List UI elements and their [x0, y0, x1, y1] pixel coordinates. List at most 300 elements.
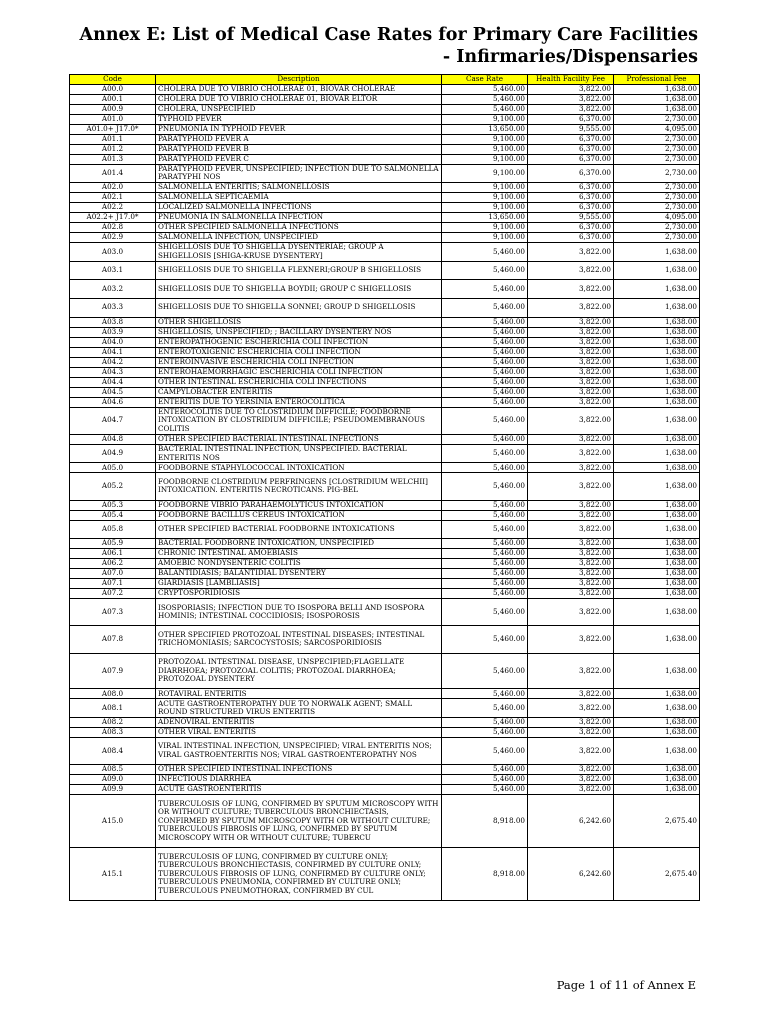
- table-row: [70, 223, 700, 233]
- cell-description: FOODBORNE VIBRIO PARAHAEMOLYTICUS INTOXICATION: [156, 500, 442, 510]
- table-row: [70, 473, 700, 500]
- cell-professional-fee: 1,638.00: [614, 280, 700, 299]
- cell-description: SALMONELLA ENTERITIS; SALMONELLOSIS: [156, 183, 442, 193]
- cell-case-rate: 5,460.00: [442, 765, 528, 775]
- cell-health-facility-fee: 3,822.00: [528, 104, 614, 114]
- table-row: [70, 164, 700, 183]
- cell-description: ENTEROCOLITIS DUE TO CLOSTRIDIUM DIFFICILE; FOODBORNE INTOXICATION BY CLOSTRIDIUM DIFFICILE; PSEUDOMEMBRANOUS COLITIS: [156, 407, 442, 434]
- cell-professional-fee: 2,730.00: [614, 233, 700, 243]
- cell-health-facility-fee: 3,822.00: [528, 337, 614, 347]
- cell-description: SHIGELLOSIS DUE TO SHIGELLA FLEXNERI;GROUP B SHIGELLOSIS: [156, 261, 442, 280]
- cell-case-rate: 13,650.00: [442, 213, 528, 223]
- cell-case-rate: 5,460.00: [442, 717, 528, 727]
- cell-professional-fee: 1,638.00: [614, 717, 700, 727]
- cell-code: A06.2: [70, 559, 156, 569]
- cell-professional-fee: 1,638.00: [614, 397, 700, 407]
- cell-code: A07.8: [70, 626, 156, 653]
- cell-code: A07.9: [70, 653, 156, 689]
- cell-professional-fee: 1,638.00: [614, 463, 700, 473]
- cell-health-facility-fee: 3,822.00: [528, 775, 614, 785]
- cell-professional-fee: 2,730.00: [614, 164, 700, 183]
- cell-health-facility-fee: 3,822.00: [528, 397, 614, 407]
- cell-description: CRYPTOSPORIDIOSIS: [156, 589, 442, 599]
- cell-case-rate: 5,460.00: [442, 463, 528, 473]
- cell-description: SHIGELLOSIS DUE TO SHIGELLA SONNEI; GROUP D SHIGELLOSIS: [156, 298, 442, 317]
- cell-professional-fee: 1,638.00: [614, 407, 700, 434]
- cell-code: A15.0: [70, 795, 156, 848]
- cell-health-facility-fee: 3,822.00: [528, 765, 614, 775]
- cell-description: BACTERIAL FOODBORNE INTOXICATION, UNSPECIFIED: [156, 539, 442, 549]
- cell-description: PARATYPHOID FEVER B: [156, 144, 442, 154]
- cell-professional-fee: 1,638.00: [614, 473, 700, 500]
- table-row: [70, 549, 700, 559]
- cell-health-facility-fee: 3,822.00: [528, 84, 614, 94]
- cell-professional-fee: 1,638.00: [614, 377, 700, 387]
- table-row: [70, 434, 700, 444]
- cell-description: OTHER SPECIFIED INTESTINAL INFECTIONS: [156, 765, 442, 775]
- case-rates-table: [69, 74, 700, 901]
- table-row: [70, 298, 700, 317]
- cell-description: PROTOZOAL INTESTINAL DISEASE, UNSPECIFIED;FLAGELLATE DIARRHOEA; PROTOZOAL COLITIS; PROTOZOAL DIARRHOEA; PROTOZOAL DYSENTERY: [156, 653, 442, 689]
- header-health-facility-fee: Health Facility Fee: [528, 75, 614, 85]
- cell-professional-fee: 2,730.00: [614, 223, 700, 233]
- table-row: [70, 444, 700, 463]
- cell-case-rate: 5,460.00: [442, 94, 528, 104]
- cell-code: A04.1: [70, 347, 156, 357]
- cell-professional-fee: 1,638.00: [614, 261, 700, 280]
- cell-health-facility-fee: 6,370.00: [528, 183, 614, 193]
- cell-health-facility-fee: 3,822.00: [528, 579, 614, 589]
- cell-description: ENTEROHAEMORRHAGIC ESCHERICHIA COLI INFECTION: [156, 367, 442, 377]
- cell-code: A03.2: [70, 280, 156, 299]
- table-row: [70, 689, 700, 699]
- cell-code: A07.3: [70, 599, 156, 626]
- cell-case-rate: 5,460.00: [442, 104, 528, 114]
- cell-code: A03.9: [70, 327, 156, 337]
- cell-professional-fee: 2,730.00: [614, 144, 700, 154]
- cell-code: A04.8: [70, 434, 156, 444]
- cell-professional-fee: 1,638.00: [614, 539, 700, 549]
- table-row: [70, 317, 700, 327]
- cell-case-rate: 9,100.00: [442, 223, 528, 233]
- cell-professional-fee: 1,638.00: [614, 785, 700, 795]
- cell-case-rate: 5,460.00: [442, 599, 528, 626]
- cell-case-rate: 5,460.00: [442, 500, 528, 510]
- cell-health-facility-fee: 3,822.00: [528, 444, 614, 463]
- table-row: [70, 599, 700, 626]
- cell-case-rate: 9,100.00: [442, 164, 528, 183]
- cell-professional-fee: 1,638.00: [614, 599, 700, 626]
- cell-health-facility-fee: 6,370.00: [528, 144, 614, 154]
- cell-case-rate: 9,100.00: [442, 134, 528, 144]
- cell-code: A03.0: [70, 243, 156, 262]
- cell-description: OTHER SPECIFIED PROTOZOAL INTESTINAL DISEASES; INTESTINAL TRICHOMONIASIS; SARCOCYSTOSIS; SARCOSPORIDIOSIS: [156, 626, 442, 653]
- table-row: [70, 233, 700, 243]
- cell-health-facility-fee: 3,822.00: [528, 327, 614, 337]
- cell-case-rate: 9,100.00: [442, 203, 528, 213]
- cell-description: CHOLERA DUE TO VIBRIO CHOLERAE 01, BIOVAR CHOLERAE: [156, 84, 442, 94]
- cell-professional-fee: 1,638.00: [614, 387, 700, 397]
- cell-health-facility-fee: 3,822.00: [528, 463, 614, 473]
- cell-description: LOCALIZED SALMONELLA INFECTIONS: [156, 203, 442, 213]
- cell-code: A04.5: [70, 387, 156, 397]
- cell-professional-fee: 1,638.00: [614, 520, 700, 539]
- table-row: [70, 727, 700, 737]
- cell-code: A01.3: [70, 154, 156, 164]
- cell-case-rate: 5,460.00: [442, 407, 528, 434]
- table-row: [70, 134, 700, 144]
- header-description: Description: [156, 75, 442, 85]
- cell-case-rate: 5,460.00: [442, 699, 528, 718]
- cell-professional-fee: 2,730.00: [614, 193, 700, 203]
- cell-description: ACUTE GASTROENTERITIS: [156, 785, 442, 795]
- cell-health-facility-fee: 3,822.00: [528, 785, 614, 795]
- cell-professional-fee: 2,730.00: [614, 154, 700, 164]
- cell-health-facility-fee: 6,242.60: [528, 848, 614, 901]
- cell-code: A02.2: [70, 203, 156, 213]
- table-row: [70, 193, 700, 203]
- cell-professional-fee: 1,638.00: [614, 367, 700, 377]
- cell-case-rate: 5,460.00: [442, 775, 528, 785]
- cell-case-rate: 5,460.00: [442, 626, 528, 653]
- cell-professional-fee: 2,675.40: [614, 795, 700, 848]
- cell-code: A08.0: [70, 689, 156, 699]
- cell-case-rate: 5,460.00: [442, 579, 528, 589]
- cell-health-facility-fee: 3,822.00: [528, 717, 614, 727]
- cell-code: A04.9: [70, 444, 156, 463]
- cell-health-facility-fee: 3,822.00: [528, 261, 614, 280]
- cell-code: A04.2: [70, 357, 156, 367]
- cell-professional-fee: 1,638.00: [614, 298, 700, 317]
- cell-professional-fee: 1,638.00: [614, 104, 700, 114]
- cell-health-facility-fee: 3,822.00: [528, 727, 614, 737]
- cell-code: A05.8: [70, 520, 156, 539]
- cell-code: A05.3: [70, 500, 156, 510]
- cell-case-rate: 5,460.00: [442, 84, 528, 94]
- cell-code: A00.9: [70, 104, 156, 114]
- cell-professional-fee: 1,638.00: [614, 317, 700, 327]
- cell-description: PNEUMONIA IN TYPHOID FEVER: [156, 124, 442, 134]
- cell-case-rate: 9,100.00: [442, 114, 528, 124]
- cell-case-rate: 5,460.00: [442, 377, 528, 387]
- cell-case-rate: 5,460.00: [442, 727, 528, 737]
- cell-case-rate: 5,460.00: [442, 280, 528, 299]
- cell-health-facility-fee: 3,822.00: [528, 539, 614, 549]
- cell-case-rate: 5,460.00: [442, 653, 528, 689]
- cell-professional-fee: 1,638.00: [614, 500, 700, 510]
- cell-code: A02.1: [70, 193, 156, 203]
- cell-professional-fee: 1,638.00: [614, 327, 700, 337]
- cell-code: A07.2: [70, 589, 156, 599]
- cell-code: A04.3: [70, 367, 156, 377]
- table-row: [70, 124, 700, 134]
- table-body: [70, 84, 700, 900]
- cell-health-facility-fee: 6,370.00: [528, 203, 614, 213]
- table-row: [70, 848, 700, 901]
- cell-code: A02.2+ J17.0*: [70, 213, 156, 223]
- table-row: [70, 203, 700, 213]
- cell-health-facility-fee: 3,822.00: [528, 387, 614, 397]
- table-row: [70, 737, 700, 764]
- cell-case-rate: 5,460.00: [442, 337, 528, 347]
- table-row: [70, 626, 700, 653]
- table-row: [70, 357, 700, 367]
- cell-professional-fee: 1,638.00: [614, 699, 700, 718]
- cell-code: A01.4: [70, 164, 156, 183]
- cell-professional-fee: 1,638.00: [614, 689, 700, 699]
- cell-health-facility-fee: 3,822.00: [528, 347, 614, 357]
- cell-case-rate: 5,460.00: [442, 357, 528, 367]
- cell-code: A08.4: [70, 737, 156, 764]
- cell-code: A02.8: [70, 223, 156, 233]
- cell-health-facility-fee: 3,822.00: [528, 510, 614, 520]
- cell-description: FOODBORNE BACILLUS CEREUS INTOXICATION: [156, 510, 442, 520]
- cell-description: VIRAL INTESTINAL INFECTION, UNSPECIFIED; VIRAL ENTERITIS NOS; VIRAL GASTROENTERITIS NOS; VIRAL GASTROENTEROPATHY NOS: [156, 737, 442, 764]
- cell-code: A00.1: [70, 94, 156, 104]
- cell-health-facility-fee: 6,370.00: [528, 154, 614, 164]
- cell-code: A05.9: [70, 539, 156, 549]
- cell-health-facility-fee: 3,822.00: [528, 298, 614, 317]
- cell-health-facility-fee: 3,822.00: [528, 357, 614, 367]
- cell-case-rate: 5,460.00: [442, 434, 528, 444]
- cell-professional-fee: 1,638.00: [614, 347, 700, 357]
- table-row: [70, 775, 700, 785]
- table-row: [70, 280, 700, 299]
- cell-description: PARATYPHOID FEVER, UNSPECIFIED; INFECTION DUE TO SALMONELLA PARATYPHI NOS: [156, 164, 442, 183]
- table-row: [70, 347, 700, 357]
- cell-professional-fee: 1,638.00: [614, 84, 700, 94]
- table-header-row: [70, 75, 700, 85]
- cell-health-facility-fee: 3,822.00: [528, 500, 614, 510]
- cell-description: OTHER VIRAL ENTERITIS: [156, 727, 442, 737]
- cell-code: A02.0: [70, 183, 156, 193]
- cell-code: A04.4: [70, 377, 156, 387]
- cell-code: A09.0: [70, 775, 156, 785]
- cell-code: A04.7: [70, 407, 156, 434]
- cell-health-facility-fee: 3,822.00: [528, 243, 614, 262]
- cell-case-rate: 5,460.00: [442, 397, 528, 407]
- cell-code: A01.2: [70, 144, 156, 154]
- cell-description: SHIGELLOSIS DUE TO SHIGELLA DYSENTERIAE; GROUP A SHIGELLOSIS [SHIGA-KRUSE DYSENTERY]: [156, 243, 442, 262]
- cell-professional-fee: 1,638.00: [614, 569, 700, 579]
- table-row: [70, 589, 700, 599]
- table-row: [70, 510, 700, 520]
- cell-code: A08.3: [70, 727, 156, 737]
- cell-health-facility-fee: 3,822.00: [528, 367, 614, 377]
- cell-professional-fee: 4,095.00: [614, 124, 700, 134]
- cell-case-rate: 5,460.00: [442, 559, 528, 569]
- cell-code: A15.1: [70, 848, 156, 901]
- header-professional-fee: Professional Fee: [614, 75, 700, 85]
- table-row: [70, 154, 700, 164]
- cell-health-facility-fee: 3,822.00: [528, 559, 614, 569]
- cell-health-facility-fee: 3,822.00: [528, 569, 614, 579]
- table-row: [70, 387, 700, 397]
- cell-case-rate: 9,100.00: [442, 233, 528, 243]
- cell-description: CHRONIC INTESTINAL AMOEBIASIS: [156, 549, 442, 559]
- cell-case-rate: 5,460.00: [442, 520, 528, 539]
- cell-description: ENTERITIS DUE TO YERSINIA ENTEROCOLITICA: [156, 397, 442, 407]
- cell-professional-fee: 1,638.00: [614, 579, 700, 589]
- cell-professional-fee: 1,638.00: [614, 337, 700, 347]
- cell-health-facility-fee: 6,370.00: [528, 164, 614, 183]
- cell-health-facility-fee: 9,555.00: [528, 213, 614, 223]
- cell-code: A01.1: [70, 134, 156, 144]
- table-row: [70, 653, 700, 689]
- cell-health-facility-fee: 3,822.00: [528, 94, 614, 104]
- cell-health-facility-fee: 3,822.00: [528, 317, 614, 327]
- table-row: [70, 327, 700, 337]
- cell-code: A08.5: [70, 765, 156, 775]
- cell-description: PNEUMONIA IN SALMONELLA INFECTION: [156, 213, 442, 223]
- cell-professional-fee: 1,638.00: [614, 737, 700, 764]
- cell-description: TUBERCULOSIS OF LUNG, CONFIRMED BY SPUTUM MICROSCOPY WITH OR WITHOUT CULTURE; TUBERCULOUS BRONCHIECTASIS, CONFIRMED BY SPUTUM MICROSCOPY WITH OR WITHOUT CULTURE; TUBERCULOUS FIBROSIS OF LUNG, CONFIRMED BY SPUTUM MICROSCOPY WITH OR WITHOUT CULTURE; TUBERCU: [156, 795, 442, 848]
- cell-case-rate: 9,100.00: [442, 183, 528, 193]
- cell-health-facility-fee: 3,822.00: [528, 589, 614, 599]
- cell-description: FOODBORNE STAPHYLOCOCCAL INTOXICATION: [156, 463, 442, 473]
- cell-description: TYPHOID FEVER: [156, 114, 442, 124]
- cell-health-facility-fee: 3,822.00: [528, 377, 614, 387]
- cell-code: A03.3: [70, 298, 156, 317]
- cell-case-rate: 5,460.00: [442, 549, 528, 559]
- cell-case-rate: 5,460.00: [442, 737, 528, 764]
- cell-case-rate: 5,460.00: [442, 539, 528, 549]
- cell-description: ISOSPORIASIS; INFECTION DUE TO ISOSPORA BELLI AND ISOSPORA HOMINIS; INTESTINAL COCCIDIOSIS; ISOSPOROSIS: [156, 599, 442, 626]
- cell-case-rate: 5,460.00: [442, 444, 528, 463]
- table-row: [70, 104, 700, 114]
- cell-description: OTHER SPECIFIED BACTERIAL INTESTINAL INFECTIONS: [156, 434, 442, 444]
- cell-code: A08.1: [70, 699, 156, 718]
- header-case-rate: Case Rate: [442, 75, 528, 85]
- cell-professional-fee: 1,638.00: [614, 94, 700, 104]
- cell-code: A05.0: [70, 463, 156, 473]
- table-row: [70, 397, 700, 407]
- cell-health-facility-fee: 6,370.00: [528, 114, 614, 124]
- cell-code: A03.8: [70, 317, 156, 327]
- table-row: [70, 261, 700, 280]
- cell-description: PARATYPHOID FEVER C: [156, 154, 442, 164]
- cell-description: FOODBORNE CLOSTRIDIUM PERFRINGENS [CLOSTRIDIUM WELCHII] INTOXICATION. ENTERITIS NECROTICANS. PIG-BEL: [156, 473, 442, 500]
- cell-health-facility-fee: 9,555.00: [528, 124, 614, 134]
- cell-description: SHIGELLOSIS DUE TO SHIGELLA BOYDII; GROUP C SHIGELLOSIS: [156, 280, 442, 299]
- cell-case-rate: 8,918.00: [442, 795, 528, 848]
- cell-description: OTHER SPECIFIED SALMONELLA INFECTIONS: [156, 223, 442, 233]
- table-row: [70, 569, 700, 579]
- cell-health-facility-fee: 3,822.00: [528, 699, 614, 718]
- cell-code: A03.1: [70, 261, 156, 280]
- cell-case-rate: 5,460.00: [442, 689, 528, 699]
- cell-description: ENTEROPATHOGENIC ESCHERICHIA COLI INFECTION: [156, 337, 442, 347]
- cell-case-rate: 5,460.00: [442, 785, 528, 795]
- cell-code: A00.0: [70, 84, 156, 94]
- cell-health-facility-fee: 3,822.00: [528, 434, 614, 444]
- cell-professional-fee: 1,638.00: [614, 357, 700, 367]
- table-row: [70, 463, 700, 473]
- table-row: [70, 337, 700, 347]
- cell-code: A04.0: [70, 337, 156, 347]
- cell-case-rate: 9,100.00: [442, 154, 528, 164]
- cell-description: AMOEBIC NONDYSENTERIC COLITIS: [156, 559, 442, 569]
- cell-case-rate: 5,460.00: [442, 347, 528, 357]
- cell-health-facility-fee: 3,822.00: [528, 520, 614, 539]
- cell-health-facility-fee: 6,242.60: [528, 795, 614, 848]
- cell-professional-fee: 1,638.00: [614, 765, 700, 775]
- cell-professional-fee: 1,638.00: [614, 626, 700, 653]
- cell-code: A05.4: [70, 510, 156, 520]
- table-row: [70, 765, 700, 775]
- cell-description: ADENOVIRAL ENTERITIS: [156, 717, 442, 727]
- cell-description: BACTERIAL INTESTINAL INFECTION, UNSPECIFIED. BACTERIAL ENTERITIS NOS: [156, 444, 442, 463]
- cell-health-facility-fee: 3,822.00: [528, 280, 614, 299]
- cell-professional-fee: 1,638.00: [614, 653, 700, 689]
- cell-description: SHIGELLOSIS, UNSPECIFIED; ; BACILLARY DYSENTERY NOS: [156, 327, 442, 337]
- table-row: [70, 407, 700, 434]
- table-row: [70, 114, 700, 124]
- cell-code: A07.1: [70, 579, 156, 589]
- document-title: [68, 24, 698, 68]
- cell-health-facility-fee: 3,822.00: [528, 737, 614, 764]
- cell-code: A04.6: [70, 397, 156, 407]
- cell-case-rate: 5,460.00: [442, 569, 528, 579]
- table-row: [70, 539, 700, 549]
- cell-description: PARATYPHOID FEVER A: [156, 134, 442, 144]
- cell-description: ACUTE GASTROENTEROPATHY DUE TO NORWALK AGENT; SMALL ROUND STRUCTURED VIRUS ENTERITIS: [156, 699, 442, 718]
- cell-case-rate: 5,460.00: [442, 510, 528, 520]
- cell-description: OTHER INTESTINAL ESCHERICHIA COLI INFECTIONS: [156, 377, 442, 387]
- cell-description: INFECTIOUS DIARRHEA: [156, 775, 442, 785]
- cell-description: ROTAVIRAL ENTERITIS: [156, 689, 442, 699]
- cell-health-facility-fee: 3,822.00: [528, 599, 614, 626]
- title-line-1: Annex E: List of Medical Case Rates for Primary Care Facilities: [79, 25, 698, 45]
- cell-professional-fee: 1,638.00: [614, 243, 700, 262]
- table-row: [70, 183, 700, 193]
- cell-health-facility-fee: 3,822.00: [528, 473, 614, 500]
- cell-professional-fee: 1,638.00: [614, 589, 700, 599]
- cell-code: A02.9: [70, 233, 156, 243]
- cell-professional-fee: 1,638.00: [614, 444, 700, 463]
- cell-case-rate: 5,460.00: [442, 243, 528, 262]
- cell-description: OTHER SPECIFIED BACTERIAL FOODBORNE INTOXICATIONS: [156, 520, 442, 539]
- cell-description: OTHER SHIGELLOSIS: [156, 317, 442, 327]
- cell-case-rate: 5,460.00: [442, 589, 528, 599]
- cell-professional-fee: 4,095.00: [614, 213, 700, 223]
- cell-health-facility-fee: 6,370.00: [528, 233, 614, 243]
- table-row: [70, 795, 700, 848]
- cell-professional-fee: 1,638.00: [614, 727, 700, 737]
- cell-code: A08.2: [70, 717, 156, 727]
- cell-description: SALMONELLA SEPTICAEMIA: [156, 193, 442, 203]
- cell-description: CHOLERA DUE TO VIBRIO CHOLERAE 01, BIOVAR ELTOR: [156, 94, 442, 104]
- cell-code: A05.2: [70, 473, 156, 500]
- table-row: [70, 84, 700, 94]
- cell-description: ENTEROINVASIVE ESCHERICHIA COLI INFECTION: [156, 357, 442, 367]
- table-row: [70, 500, 700, 510]
- cell-case-rate: 9,100.00: [442, 144, 528, 154]
- cell-professional-fee: 1,638.00: [614, 510, 700, 520]
- cell-health-facility-fee: 6,370.00: [528, 134, 614, 144]
- cell-case-rate: 5,460.00: [442, 367, 528, 377]
- page-number: Page 1 of 11 of Annex E: [556, 978, 696, 992]
- cell-professional-fee: 1,638.00: [614, 434, 700, 444]
- cell-case-rate: 13,650.00: [442, 124, 528, 134]
- table-row: [70, 785, 700, 795]
- cell-professional-fee: 1,638.00: [614, 775, 700, 785]
- cell-description: SALMONELLA INFECTION, UNSPECIFIED: [156, 233, 442, 243]
- cell-case-rate: 5,460.00: [442, 387, 528, 397]
- cell-health-facility-fee: 3,822.00: [528, 407, 614, 434]
- table-row: [70, 377, 700, 387]
- cell-case-rate: 5,460.00: [442, 327, 528, 337]
